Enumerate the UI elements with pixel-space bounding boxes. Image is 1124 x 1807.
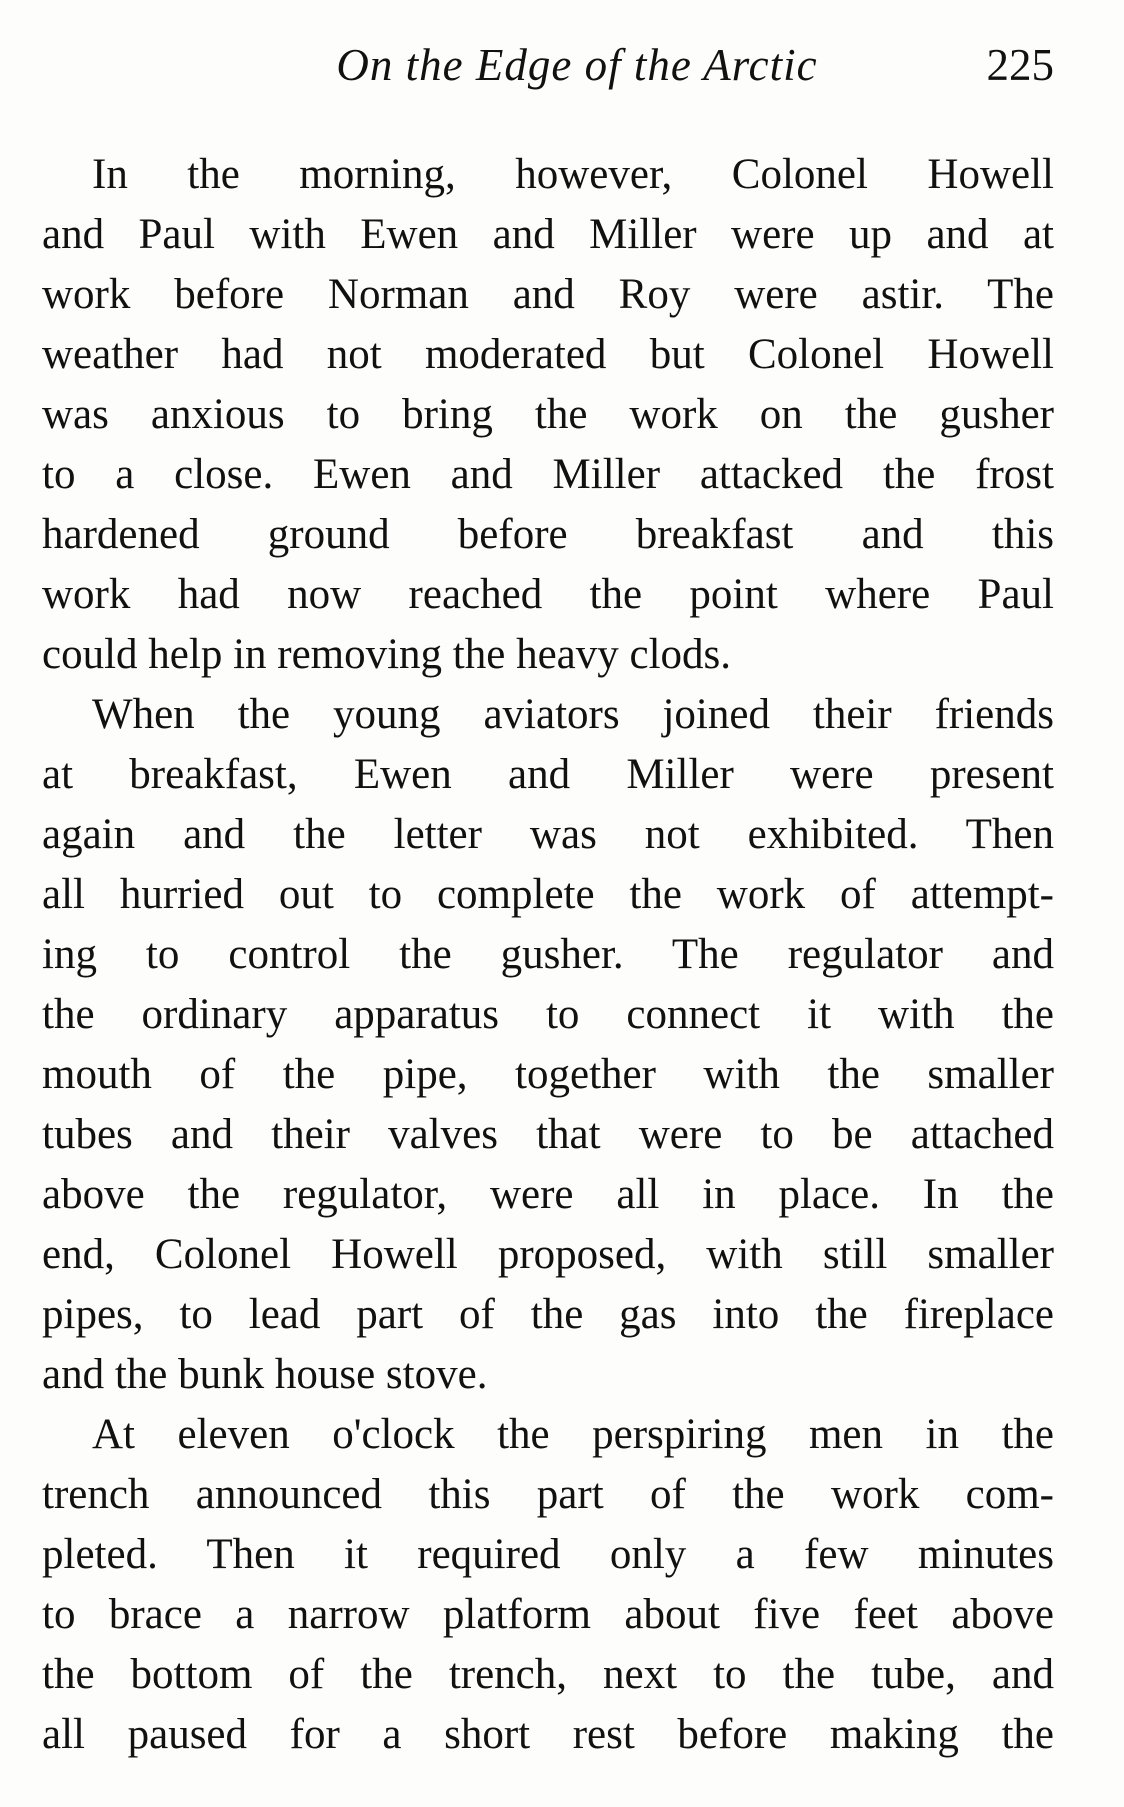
text-line: above the regulator, were all in place. In the bbox=[42, 1171, 1054, 1218]
text-line: In the morning, however, Colonel Howell bbox=[92, 151, 1054, 198]
text-line: end, Colonel Howell proposed, with still smaller bbox=[42, 1231, 1054, 1278]
page-number: 225 bbox=[986, 40, 1054, 90]
text-line: weather had not moderated but Colonel Howell bbox=[42, 331, 1054, 378]
text-line: When the young aviators joined their friends bbox=[92, 691, 1054, 738]
running-title: On the Edge of the Arctic bbox=[336, 40, 818, 90]
text-line: pipes, to lead part of the gas into the fireplace bbox=[42, 1291, 1054, 1338]
text-line: to a close. Ewen and Miller attacked the frost bbox=[42, 451, 1054, 498]
text-line: to brace a narrow platform about five feet above bbox=[42, 1591, 1054, 1638]
text-line: the ordinary apparatus to connect it with the bbox=[42, 991, 1054, 1038]
text-line: work before Norman and Roy were astir. The bbox=[42, 271, 1054, 318]
running-head bbox=[40, 30, 1054, 100]
text-line: and the bunk house stove. bbox=[42, 1351, 488, 1398]
text-line: and Paul with Ewen and Miller were up and at bbox=[42, 211, 1054, 258]
text-line: trench announced this part of the work com- bbox=[42, 1471, 1054, 1518]
text-line: hardened ground before breakfast and this bbox=[42, 511, 1054, 558]
text-line: all hurried out to complete the work of attempt- bbox=[42, 871, 1054, 918]
text-line: work had now reached the point where Paul bbox=[42, 571, 1054, 618]
text-line: mouth of the pipe, together with the smaller bbox=[42, 1051, 1054, 1098]
text-line: tubes and their valves that were to be attached bbox=[42, 1111, 1054, 1158]
body-text bbox=[42, 145, 1054, 1765]
text-line: at breakfast, Ewen and Miller were present bbox=[42, 751, 1054, 798]
text-line: could help in removing the heavy clods. bbox=[42, 631, 732, 678]
text-line: the bottom of the trench, next to the tube, and bbox=[42, 1651, 1054, 1698]
text-line: all paused for a short rest before making the bbox=[42, 1711, 1054, 1758]
text-line: was anxious to bring the work on the gusher bbox=[42, 391, 1054, 438]
text-line: At eleven o'clock the perspiring men in the bbox=[92, 1411, 1054, 1458]
text-line: ing to control the gusher. The regulator and bbox=[42, 931, 1054, 978]
text-line: pleted. Then it required only a few minutes bbox=[42, 1531, 1054, 1578]
text-line: again and the letter was not exhibited. Then bbox=[42, 811, 1054, 858]
